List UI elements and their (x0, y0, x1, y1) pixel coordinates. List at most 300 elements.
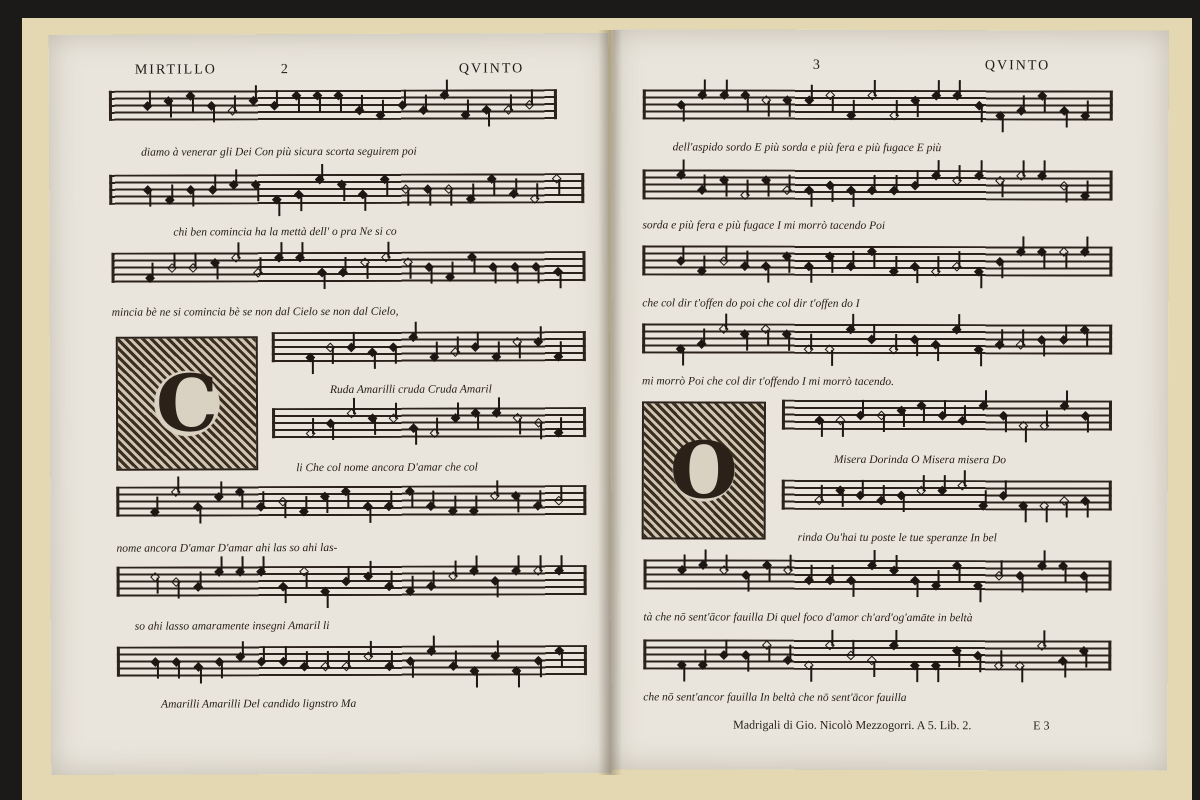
staff-r5 (782, 400, 1112, 431)
note-stem (236, 169, 238, 185)
note-stem (412, 576, 414, 592)
signature-mark: E 3 (1033, 718, 1050, 733)
note-stem (938, 160, 940, 176)
note-stem (1005, 416, 1007, 432)
note-stem (560, 417, 562, 433)
note-stem (874, 80, 876, 96)
note-stem (263, 556, 265, 572)
note-stem (832, 96, 834, 112)
note-stem (510, 94, 512, 110)
note-stem (431, 268, 433, 284)
note-stem (1001, 262, 1003, 278)
note-stem (683, 159, 685, 175)
lyric-line-r4: mi morrò Poi che col dir t'offendo I mi morrò tacendo. (642, 375, 894, 389)
note-stem (473, 257, 475, 273)
initial-letter-c: C (155, 357, 219, 450)
note-stem (1085, 577, 1087, 593)
note-stem (361, 95, 363, 111)
note-stem (1045, 506, 1047, 522)
note-stem (539, 555, 541, 571)
note-stem (903, 411, 905, 427)
note-stem (238, 242, 240, 258)
note-stem (415, 322, 417, 338)
note-stem (789, 645, 791, 661)
note-stem (704, 175, 706, 191)
note-stem (831, 630, 833, 646)
staff-6 (116, 485, 586, 517)
note-stem (242, 641, 244, 657)
note-stem (516, 267, 518, 283)
note-stem (150, 191, 152, 207)
note-stem (917, 101, 919, 117)
lyric-line-7: so ahi lasso amaramente insegni Amaril li (134, 620, 330, 633)
note-stem (725, 80, 727, 96)
right-page (611, 29, 1169, 770)
note-stem (540, 423, 542, 439)
note-stem (199, 507, 201, 523)
note-stem (916, 170, 918, 186)
note-stem (450, 190, 452, 206)
note-stem (704, 256, 706, 272)
note-stem (1043, 340, 1045, 356)
note-stem (789, 175, 791, 191)
note-stem (937, 666, 939, 682)
lyric-line-3: mincia bè ne si comincia bè se non dal Cielo se non dal Cielo, (111, 305, 399, 319)
note-stem (916, 340, 918, 356)
note-stem (366, 263, 368, 279)
note-stem (895, 175, 897, 191)
initial-letter-o: O (669, 424, 738, 517)
note-stem (558, 179, 560, 195)
note-stem (1064, 566, 1066, 582)
note-stem (883, 416, 885, 432)
note-stem (348, 651, 350, 667)
note-stem (1022, 576, 1024, 592)
lyric-line-8: Amarilli Amarilli Del candido lignstro Ma (161, 697, 357, 711)
note-stem (467, 100, 469, 116)
lyric-line-r6: rinda Ou'hai tu poste le tue speranze In bel (797, 531, 997, 545)
note-stem (959, 165, 961, 181)
note-stem (561, 651, 563, 667)
lyric-line-2: chi ben comincia ha la mettà dell' o pra Ne si co (173, 225, 397, 239)
note-stem (937, 345, 939, 361)
note-stem (964, 470, 966, 486)
note-stem (332, 348, 334, 364)
note-stem (539, 490, 541, 506)
note-stem (391, 651, 393, 667)
note-stem (472, 183, 474, 199)
note-stem (374, 353, 376, 369)
note-stem (964, 405, 966, 421)
note-stem (300, 195, 302, 211)
note-stem (705, 550, 707, 566)
colophon: Madrigali di Gio. Nicolò Mezzogorri. A 5. Lib. 2. (733, 717, 972, 733)
note-stem (305, 572, 307, 588)
note-stem (1005, 480, 1007, 496)
note-stem (173, 253, 175, 269)
note-stem (454, 496, 456, 512)
staff-3 (111, 251, 585, 283)
note-stem (937, 256, 939, 272)
staff-r4 (642, 323, 1112, 354)
note-stem (916, 666, 918, 682)
note-stem (874, 252, 876, 268)
note-stem (684, 554, 686, 570)
note-stem (284, 587, 286, 603)
note-stem (862, 400, 864, 416)
note-stem (1043, 550, 1045, 566)
note-stem (345, 257, 347, 273)
note-stem (193, 190, 195, 206)
note-stem (747, 96, 749, 112)
note-stem (1065, 324, 1067, 340)
note-stem (874, 175, 876, 191)
note-stem (353, 398, 355, 414)
note-stem (1064, 661, 1066, 677)
staff-5 (272, 407, 586, 438)
note-stem (958, 651, 960, 667)
note-stem (515, 178, 517, 194)
note-stem (1001, 560, 1003, 576)
note-stem (832, 565, 834, 581)
note-stem (1086, 237, 1088, 253)
note-stem (234, 95, 236, 111)
note-stem (477, 331, 479, 347)
note-stem (810, 334, 812, 350)
note-stem (746, 335, 748, 351)
note-stem (157, 663, 159, 679)
note-stem (1086, 101, 1088, 117)
note-stem (705, 650, 707, 666)
note-stem (477, 413, 479, 429)
note-stem (1001, 181, 1003, 197)
note-stem (937, 570, 939, 586)
note-stem (882, 485, 884, 501)
note-stem (433, 491, 435, 507)
note-stem (874, 661, 876, 677)
note-stem (495, 267, 497, 283)
note-stem (559, 272, 561, 288)
note-stem (327, 592, 329, 608)
note-stem (1023, 95, 1025, 111)
note-stem (1022, 236, 1024, 252)
note-stem (980, 272, 982, 288)
note-stem (895, 630, 897, 646)
note-stem (454, 651, 456, 667)
note-stem (980, 586, 982, 602)
note-stem (536, 183, 538, 199)
note-stem (220, 556, 222, 572)
note-stem (374, 419, 376, 435)
note-stem (284, 502, 286, 518)
note-stem (821, 421, 823, 437)
note-stem (285, 646, 287, 662)
note-stem (789, 101, 791, 117)
lyric-line-r3: che col dir t'offen do poi che col dir t'offen do I (642, 297, 860, 310)
note-stem (195, 252, 197, 268)
note-stem (280, 242, 282, 258)
note-stem (302, 242, 304, 258)
note-stem (1001, 116, 1003, 132)
lyric-line-6: nome ancora D'amar D'amar ahi las so ahi las- (116, 541, 338, 555)
note-stem (874, 324, 876, 340)
note-stem (959, 566, 961, 582)
note-stem (496, 480, 498, 496)
note-stem (152, 263, 154, 279)
note-stem (746, 251, 748, 267)
note-stem (425, 95, 427, 111)
note-stem (853, 100, 855, 116)
note-stem (1022, 329, 1024, 345)
note-stem (831, 350, 833, 366)
note-stem (895, 555, 897, 571)
note-stem (539, 326, 541, 342)
note-stem (433, 636, 435, 652)
note-stem (984, 490, 986, 506)
note-stem (257, 185, 259, 201)
note-stem (1065, 252, 1067, 268)
note-stem (332, 424, 334, 440)
note-stem (326, 497, 328, 513)
note-stem (407, 190, 409, 206)
note-stem (216, 263, 218, 279)
note-stem (682, 349, 684, 365)
right-header-voice: QVINTO (984, 58, 1051, 74)
note-stem (821, 485, 823, 501)
note-stem (1065, 111, 1067, 127)
staff-4 (272, 331, 586, 362)
note-stem (353, 332, 355, 348)
note-stem (263, 646, 265, 662)
note-stem (853, 640, 855, 656)
note-stem (1065, 186, 1067, 202)
note-stem (498, 397, 500, 413)
note-stem (747, 576, 749, 592)
note-stem (1044, 160, 1046, 176)
note-stem (789, 335, 791, 351)
note-stem (789, 257, 791, 273)
note-stem (895, 100, 897, 116)
note-stem (1044, 96, 1046, 112)
note-stem (810, 267, 812, 283)
note-stem (842, 491, 844, 507)
lyric-line-r7: tà che nō sent'ācor fauilla Di quel foco d'amor ch'ard'og'amāte in beltà (643, 611, 973, 625)
lyric-line-5: li Che col nome ancora D'amar che col (296, 461, 478, 475)
note-stem (980, 160, 982, 176)
note-stem (811, 565, 813, 581)
note-stem (390, 571, 392, 587)
note-stem (538, 267, 540, 283)
note-stem (340, 96, 342, 112)
note-stem (1086, 502, 1088, 518)
note-stem (746, 180, 748, 196)
note-stem (395, 403, 397, 419)
note-stem (312, 358, 314, 374)
note-stem (1023, 160, 1025, 176)
note-stem (1086, 181, 1088, 197)
note-stem (454, 561, 456, 577)
note-stem (255, 85, 257, 101)
lyric-line-r5: Misera Dorinda O Misera misera Do (833, 453, 1007, 467)
note-stem (369, 641, 371, 657)
note-stem (768, 646, 770, 662)
note-stem (1066, 501, 1068, 517)
lyric-line-r2: sorda e più fera e più fugace I mi morrò tacendo Poi (642, 219, 886, 232)
note-stem (263, 491, 265, 507)
lyric-line-4: Ruda Amarilli cruda Cruda Amaril (329, 383, 492, 397)
note-stem (895, 334, 897, 350)
note-stem (411, 492, 413, 508)
note-stem (725, 246, 727, 262)
note-stem (436, 418, 438, 434)
note-stem (452, 262, 454, 278)
note-stem (369, 507, 371, 523)
note-stem (178, 477, 180, 493)
note-stem (518, 496, 520, 512)
note-stem (475, 555, 477, 571)
note-stem (683, 105, 685, 121)
note-stem (493, 179, 495, 195)
decorated-initial-left (116, 336, 258, 470)
note-stem (319, 96, 321, 112)
note-stem (916, 581, 918, 597)
note-stem (923, 475, 925, 491)
note-stem (200, 667, 202, 683)
note-stem (488, 110, 490, 126)
note-stem (348, 492, 350, 508)
note-stem (276, 90, 278, 106)
note-stem (810, 666, 812, 682)
staff-r3 (642, 245, 1112, 276)
note-stem (539, 661, 541, 677)
note-stem (768, 566, 770, 582)
note-stem (456, 337, 458, 353)
note-stem (433, 571, 435, 587)
note-stem (343, 185, 345, 201)
note-stem (390, 491, 392, 507)
note-stem (457, 403, 459, 419)
note-stem (242, 556, 244, 572)
note-stem (916, 267, 918, 283)
lyric-line-r8: che nō sent'ancor fauilla In beltà che nō sent'ācor fauilla (643, 691, 907, 705)
note-stem (1025, 426, 1027, 442)
note-stem (903, 496, 905, 512)
note-stem (726, 640, 728, 656)
note-stem (171, 185, 173, 201)
note-stem (497, 581, 499, 597)
staff-r2 (643, 169, 1113, 200)
note-stem (497, 640, 499, 656)
note-stem (519, 342, 521, 358)
right-page-number: 3 (812, 57, 822, 73)
note-stem (980, 350, 982, 366)
note-stem (1066, 390, 1068, 406)
note-stem (386, 180, 388, 196)
note-stem (704, 329, 706, 345)
staff-r8 (643, 639, 1111, 670)
note-stem (874, 550, 876, 566)
note-stem (1001, 329, 1003, 345)
note-stem (170, 102, 172, 118)
note-stem (1046, 410, 1048, 426)
staff-2 (109, 173, 584, 205)
staff-r7 (644, 559, 1112, 590)
note-stem (1086, 331, 1088, 347)
note-stem (704, 80, 706, 96)
note-stem (531, 89, 533, 105)
note-stem (959, 314, 961, 330)
note-stem (944, 475, 946, 491)
note-stem (767, 330, 769, 346)
note-stem (323, 273, 325, 289)
note-stem (895, 256, 897, 272)
note-stem (726, 555, 728, 571)
note-stem (348, 566, 350, 582)
note-stem (1022, 666, 1024, 682)
left-header-voice: QVINTO (458, 61, 525, 77)
note-stem (279, 200, 281, 216)
note-stem (214, 174, 216, 190)
note-stem (853, 581, 855, 597)
note-stem (959, 251, 961, 267)
note-stem (725, 314, 727, 330)
staff-7 (117, 565, 587, 597)
staff-r1 (643, 89, 1113, 120)
note-stem (831, 186, 833, 202)
note-stem (1001, 650, 1003, 666)
note-stem (683, 665, 685, 681)
note-stem (149, 91, 151, 107)
note-stem (518, 671, 520, 687)
note-stem (518, 555, 520, 571)
note-stem (768, 181, 770, 197)
note-stem (382, 100, 384, 116)
note-stem (842, 421, 844, 437)
note-stem (852, 251, 854, 267)
note-stem (394, 348, 396, 364)
note-stem (1025, 506, 1027, 522)
staff-r6 (782, 480, 1112, 511)
note-stem (810, 191, 812, 207)
note-stem (321, 164, 323, 180)
note-stem (560, 485, 562, 501)
staff-8 (117, 645, 587, 677)
note-stem (979, 656, 981, 672)
left-page (49, 33, 612, 775)
decorated-initial-right (642, 401, 766, 539)
note-stem (767, 267, 769, 283)
note-stem (852, 314, 854, 330)
note-stem (853, 191, 855, 207)
note-stem (446, 80, 448, 96)
note-stem (476, 671, 478, 687)
note-stem (388, 242, 390, 258)
note-stem (403, 90, 405, 106)
note-stem (768, 101, 770, 117)
note-stem (923, 406, 925, 422)
note-stem (985, 390, 987, 406)
note-stem (519, 418, 521, 434)
note-stem (327, 651, 329, 667)
note-stem (980, 106, 982, 122)
note-stem (415, 429, 417, 445)
note-stem (221, 662, 223, 678)
note-stem (498, 341, 500, 357)
note-stem (560, 341, 562, 357)
left-header-title: MIRTILLO (134, 62, 217, 78)
note-stem (409, 263, 411, 279)
note-stem (747, 656, 749, 672)
